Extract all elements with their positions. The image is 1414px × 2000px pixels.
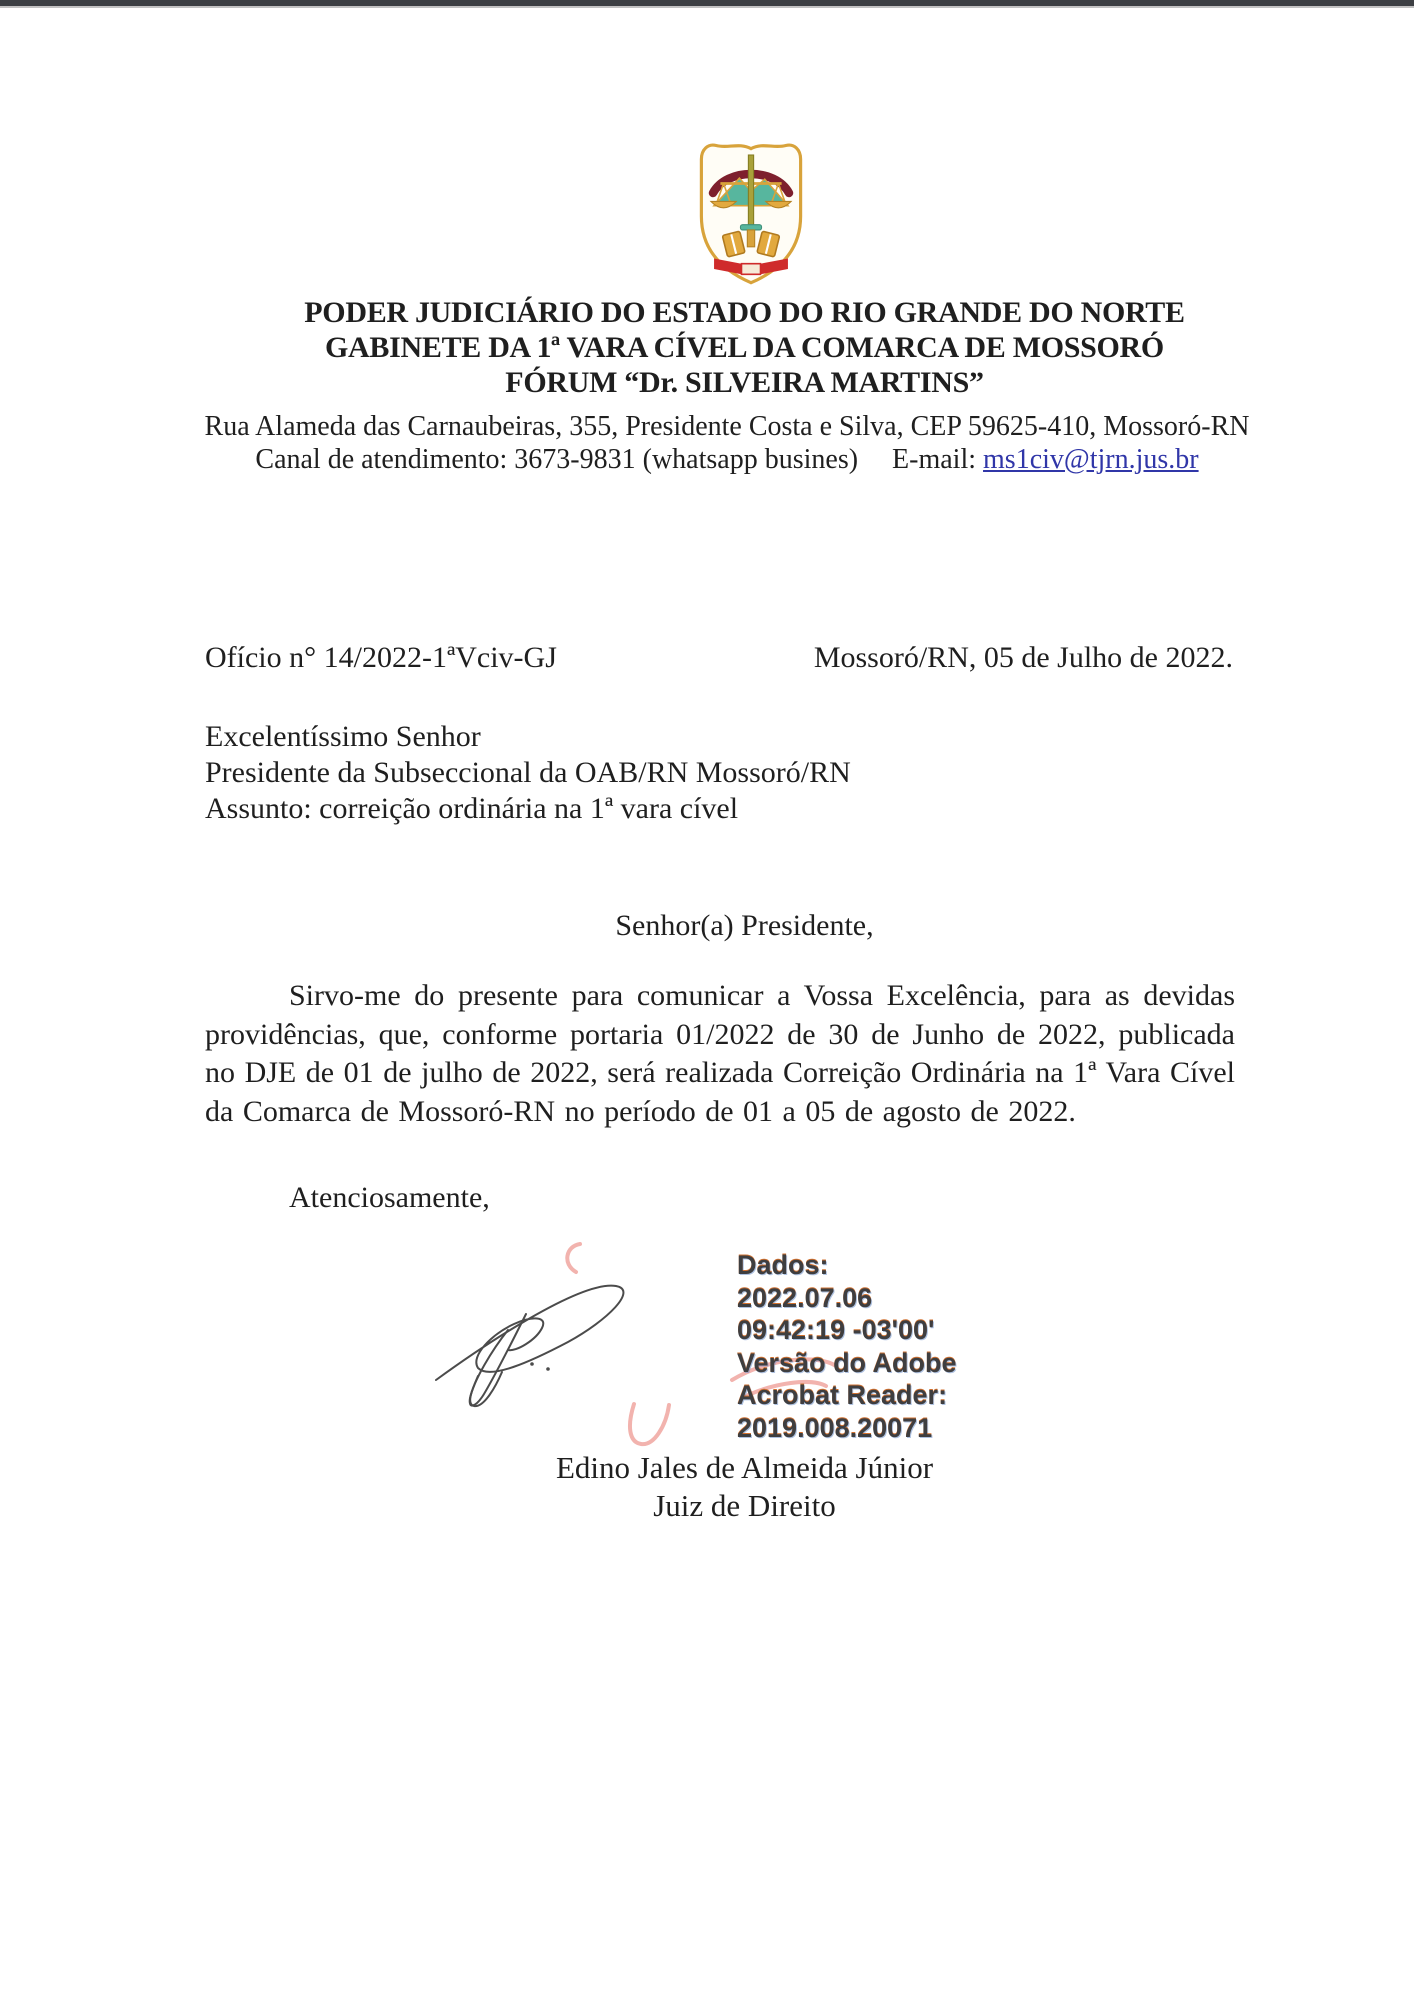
signer-title: Juiz de Direito xyxy=(653,1488,836,1523)
recipient-block xyxy=(205,719,851,827)
letterhead-org-block xyxy=(75,295,1414,400)
stamp-line-5: Acrobat Reader: xyxy=(737,1380,948,1410)
stamp-line-6: 2019.008.20071 xyxy=(737,1412,933,1443)
pen-stroke-main xyxy=(436,1286,623,1380)
subject-line: Assunto: correição ordinária na 1ª vara cível xyxy=(205,792,739,825)
stamp-line-1: Dados: xyxy=(737,1250,829,1280)
letterhead-line-1: PODER JUDICIÁRIO DO ESTADO DO RIO GRANDE DO NORTE xyxy=(304,296,1185,329)
pink-flourish-u xyxy=(630,1404,669,1444)
contact-phone: Canal de atendimento: 3673-9831 (whatsapp busines) xyxy=(255,444,859,475)
address-line: Rua Alameda das Carnaubeiras, 355, Presidente Costa e Silva, CEP 59625-410, Mossoró-RN xyxy=(204,411,1250,442)
coat-of-arms-icon xyxy=(692,136,810,288)
signer-name: Edino Jales de Almeida Júnior xyxy=(555,1450,934,1485)
pink-flourish-c xyxy=(567,1244,580,1272)
contact-line xyxy=(40,443,1414,476)
pen-stroke-descender xyxy=(470,1314,526,1406)
pen-dot-1 xyxy=(530,1362,534,1366)
letterhead-address-block xyxy=(40,410,1414,476)
salutation: Senhor(a) Presidente, xyxy=(615,909,874,942)
email-link[interactable]: ms1civ@tjrn.jus.br xyxy=(983,444,1199,475)
email-label: E-mail: xyxy=(892,444,977,475)
stamp-line-4: Versão do Adobe xyxy=(737,1347,957,1378)
letterhead-line-2: GABINETE DA 1ª VARA CÍVEL DA COMARCA DE MOSSORÓ xyxy=(325,331,1164,364)
letter-body-paragraph: Sirvo-me do presente para comunicar a Vossa Excelência, para as devidas providências, que, conforme portaria 01/2022 de 30 de Junho de 2022, publicada no DJE de 01 de julho de 2022, será realizada Correição Ordinária na 1ª Vara Cível da Comarca de Mossoró-RN no período de 01 a 05 de agosto de 2022. xyxy=(205,979,1235,1128)
signer-block xyxy=(75,1449,1414,1525)
recipient-line-2: Presidente da Subseccional da OAB/RN Mossoró/RN xyxy=(205,756,851,789)
recipient-line-1: Excelentíssimo Senhor xyxy=(205,720,481,753)
judiciary-crest-svg xyxy=(692,136,810,288)
digital-signature-stamp xyxy=(737,1249,957,1444)
stamp-line-2: 2022.07.06 xyxy=(737,1282,873,1313)
reference-row xyxy=(205,641,1233,675)
stamp-line-3: 09:42:19 -03'00' xyxy=(737,1315,935,1345)
pen-dot-2 xyxy=(546,1367,550,1371)
place-date: Mossoró/RN, 05 de Julho de 2022. xyxy=(813,641,1233,674)
viewer-top-bar xyxy=(0,0,1414,8)
closing-line: Atenciosamente, xyxy=(289,1181,490,1214)
letterhead-line-3: FÓRUM “Dr. SILVEIRA MARTINS” xyxy=(505,366,984,399)
oficio-number: Ofício n° 14/2022-1ªVciv-GJ xyxy=(205,641,557,674)
